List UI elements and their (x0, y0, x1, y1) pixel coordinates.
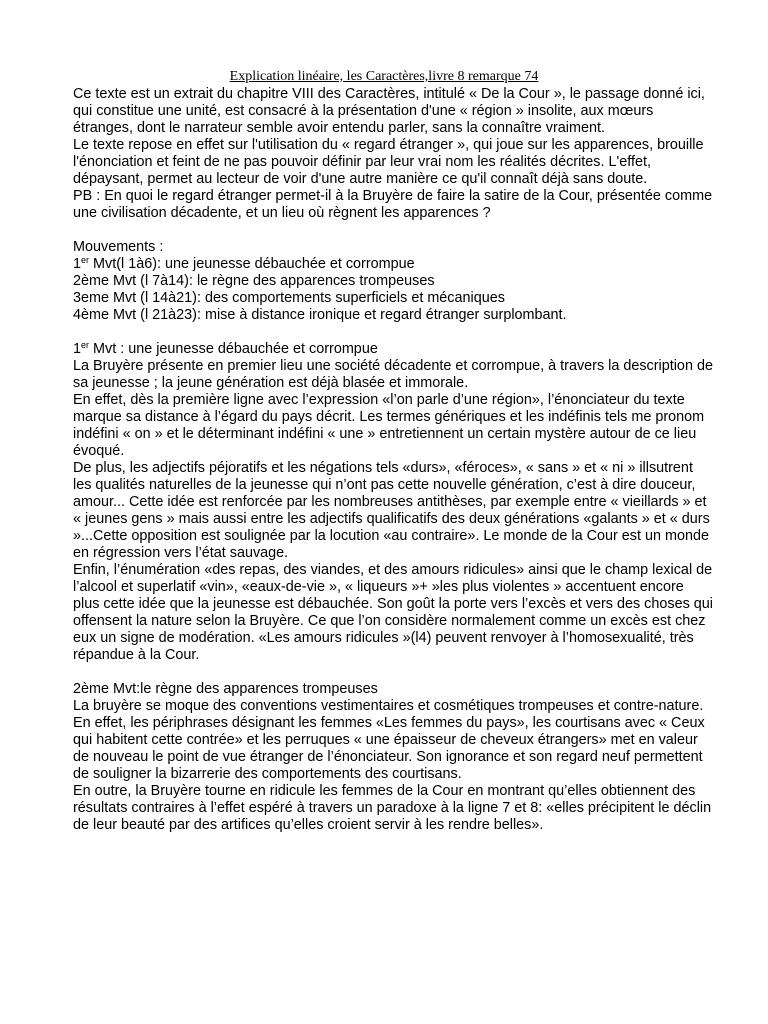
mouvements-heading: Mouvements : (73, 239, 164, 255)
spacer (73, 324, 713, 341)
section-1-heading-text: Mvt : une jeunesse débauchée et corrompue (89, 341, 378, 357)
mouvement-1-text: Mvt(l 1à6): une jeunesse débauchée et corrompue (89, 256, 415, 272)
section-1-paragraph-4: Enfin, l’énumération «des repas, des viandes, et des amours ridicules» ainsi que le champ lexical de l’alcool et superlatif «vin», «eaux-de-vie », « liqueurs »+ »les plus violentes » accentuent encore plus cette idée que la jeunesse est débauchée. Son goût la porte vers l’excès et vers des choses qui offensent la nature selon la Bruyère. Ce que l’on considère normalement comme un excès est chez eux un signe de modération. «Les amours ridicules »(l4) peuvent renvoyer à l’homosexualité, très répandue à la Cour. (73, 562, 713, 663)
mouvement-3: 3eme Mvt (l 14à21): des comportements superficiels et mécaniques (73, 290, 505, 306)
mouvement-1 (73, 256, 713, 273)
section-1-paragraph-2: En effet, dès la première ligne avec l’expression «l’on parle d’une région», l’énonciateur du texte marque sa distance à l’égard du pays décrit. Les termes génériques et les indéfinis tels me pronom indéfini « on » et le déterminant indéfini « une » entretiennent un certain mystère autour de ce lieu évoqué. (73, 392, 705, 459)
problematique: PB : En quoi le regard étranger permet-il à la Bruyère de faire la satire de la Cour, présentée comme une civilisation décadente, et un lieu où règnent les apparences ? (73, 188, 713, 221)
mouvement-4: 4ème Mvt (l 21à23): mise à distance ironique et regard étranger surplombant. (73, 307, 567, 323)
section-1-paragraph-3: De plus, les adjectifs péjoratifs et les négations tels «durs», «féroces», « sans » et « ni » illsutrent les qualités naturelles de la jeunesse qui n’ont pas cette nouvelle génération, c’est à dire douceur, amour... Cette idée est renforcée par les nombreuses antithèses, par exemple entre « vieillards » et « jeunes gens » mais aussi entre les adjectifs qualificatifs des deux générations «galants » et « durs »...Cette opposition est soulignée par la locution «au contraire». Le monde de la Cour est un monde en régression vers l’état sauvage. (73, 460, 710, 561)
mouvement-2: 2ème Mvt (l 7à14): le règne des apparences trompeuses (73, 273, 435, 289)
mouvement-1-number: 1 (73, 256, 82, 272)
spacer (73, 664, 713, 681)
section-2-paragraph-2: En effet, les périphrases désignant les femmes «Les femmes du pays», les courtisans avec « Ceux qui habitent cette contrée» et les perruques « une épaisseur de cheveux étrangers» met en valeur de nouveau le point de vue étranger de l’énonciateur. Son ignorance et son regard neuf permettent de souligner la bizarrerie des comportements des courtisans. (73, 715, 705, 782)
spacer (73, 222, 713, 239)
document-body (73, 86, 713, 834)
section-1-paragraph-1: La Bruyère présente en premier lieu une société décadente et corrompue, à travers la description de sa jeunesse ; la jeune génération est déjà blasée et immorale. (73, 358, 713, 391)
mouvement-1-ordinal: er (81, 255, 90, 265)
document-title: Explication linéaire, les Caractères,livre 8 remarque 74 (229, 69, 539, 84)
intro-paragraph-1: Ce texte est un extrait du chapitre VIII des Caractères, intitulé « De la Cour », le passage donné ici, qui constitue une unité, est consacré à la présentation d'une « région » insolite, aux mœurs étranges, dont le narrateur semble avoir entendu parler, sans la connaître vraiment. (73, 86, 705, 136)
intro-paragraph-2: Le texte repose en effet sur l'utilisation du « regard étranger », qui joue sur les apparences, brouille l'énonciation et feint de ne pas pouvoir définir par leur vrai nom les réalités décrites. L'effet, dépaysant, permet au lecteur de voir d'une autre manière ce qu'il connaît déjà sans doute. (73, 137, 704, 187)
section-1-number: 1 (73, 341, 82, 357)
section-1-ordinal: er (81, 340, 90, 350)
section-2-paragraph-1: La bruyère se moque des conventions vestimentaires et cosmétiques trompeuses et contre-nature. (73, 698, 704, 714)
section-1-heading (73, 341, 713, 358)
section-2-paragraph-3: En outre, la Bruyère tourne en ridicule les femmes de la Cour en montrant qu’elles obtiennent des résultats contraires à l’effet espéré à travers un paradoxe à la ligne 7 et 8: «elles précipitent le déclin de leur beauté par des artifices qu’elles croient servir à les rendre belles». (73, 783, 712, 833)
section-2-heading: 2ème Mvt:le règne des apparences trompeuses (73, 681, 378, 697)
